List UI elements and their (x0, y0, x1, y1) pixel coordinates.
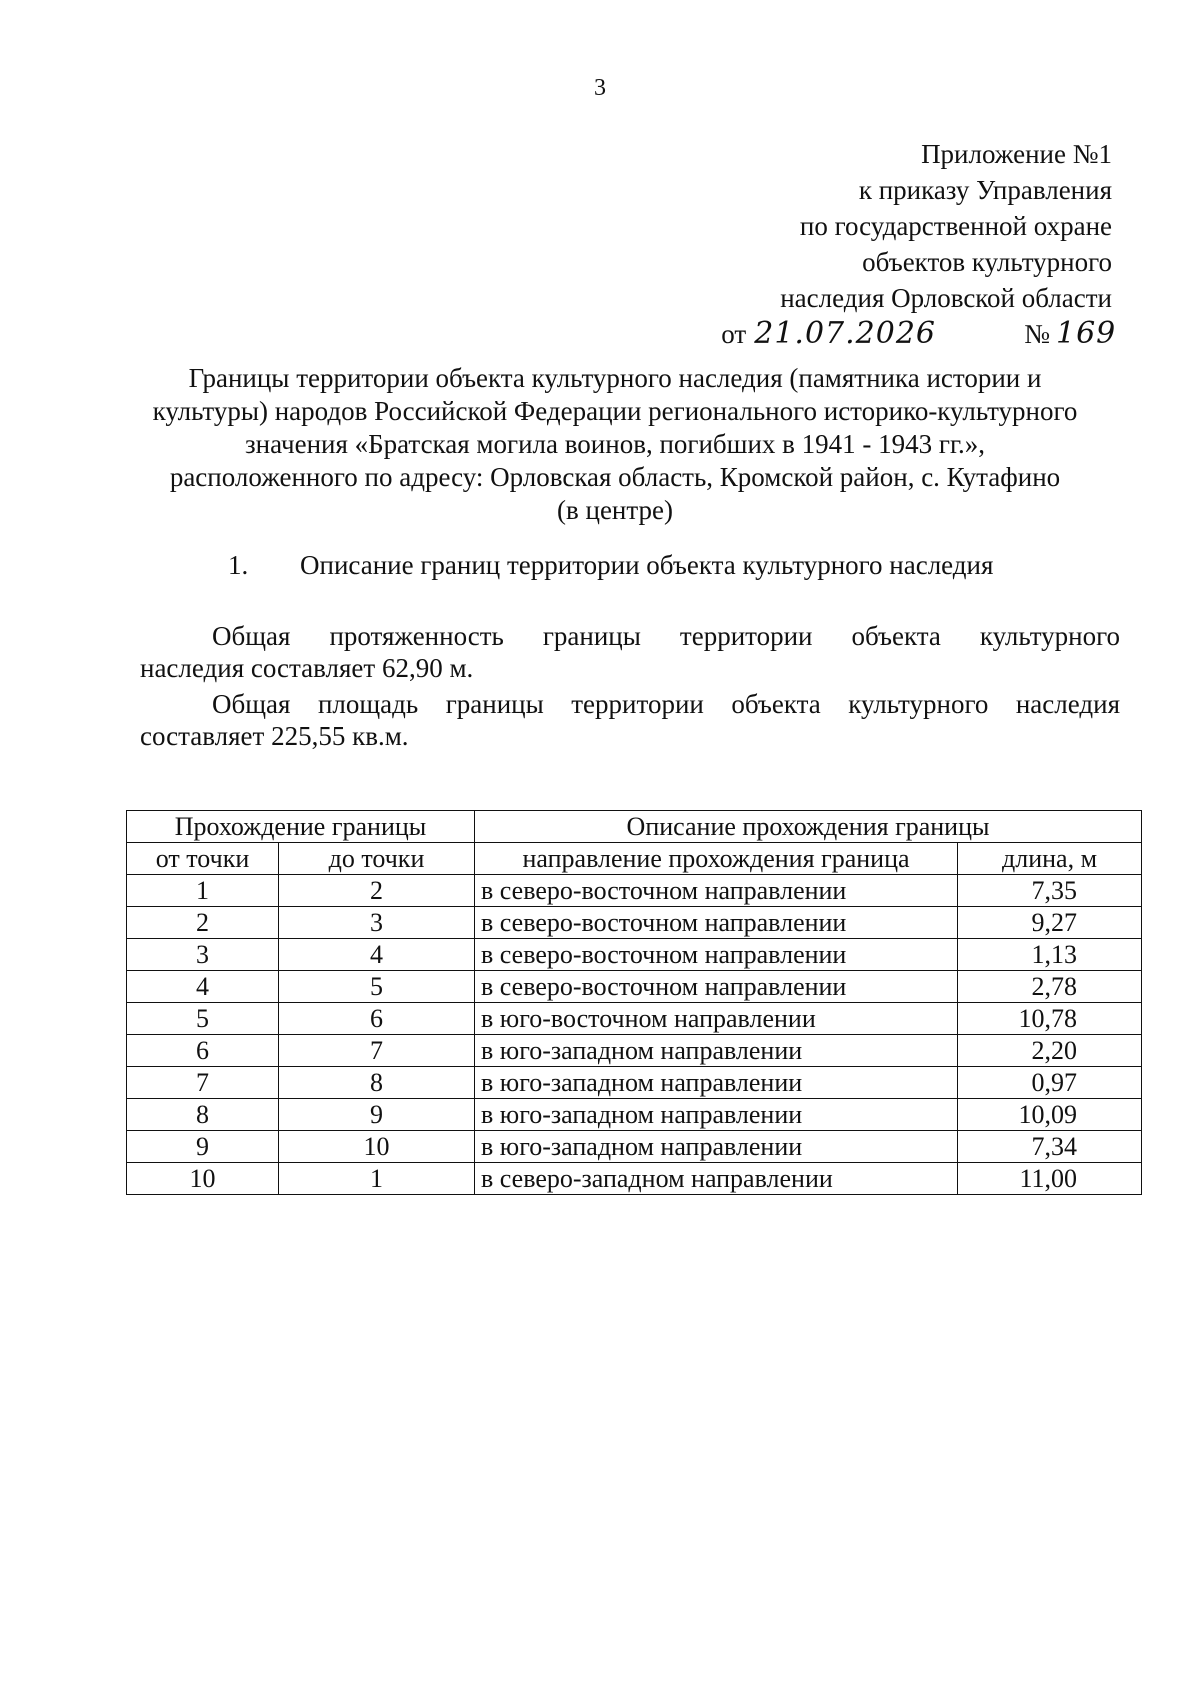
document-title (110, 362, 1120, 527)
direction-cell: в юго-западном направлении (475, 1067, 958, 1099)
table-row (127, 1035, 1142, 1067)
annex-title: Приложение №1 (921, 139, 1112, 169)
to-point-cell: 6 (279, 1003, 475, 1035)
handwritten-order-date: 21.07.2026 (754, 316, 937, 351)
length-cell: 11,00 (958, 1163, 1142, 1195)
table-group-header-description: Описание прохождения границы (475, 811, 1142, 843)
from-point-cell: 5 (127, 1003, 279, 1035)
page-number: 3 (594, 75, 606, 101)
column-header-from-point: от точки (127, 843, 279, 875)
to-point-cell: 1 (279, 1163, 475, 1195)
to-point-cell: 7 (279, 1035, 475, 1067)
to-point-cell: 9 (279, 1099, 475, 1131)
to-point-cell: 8 (279, 1067, 475, 1099)
paragraph-area-line-2: составляет 225,55 кв.м. (140, 721, 409, 751)
annex-line-2: к приказу Управления (858, 175, 1112, 205)
to-point-cell: 4 (279, 939, 475, 971)
direction-cell: в северо-восточном направлении (475, 875, 958, 907)
title-line-3: значения «Братская могила воинов, погибших в 1941 - 1943 гг.», (245, 429, 985, 459)
from-point-cell: 7 (127, 1067, 279, 1099)
length-cell: 7,35 (958, 875, 1142, 907)
from-point-cell: 10 (127, 1163, 279, 1195)
table-row (127, 1003, 1142, 1035)
direction-cell: в северо-восточном направлении (475, 907, 958, 939)
direction-cell: в юго-западном направлении (475, 1035, 958, 1067)
table-group-header-passage: Прохождение границы (127, 811, 475, 843)
length-cell: 2,78 (958, 971, 1142, 1003)
from-point-cell: 4 (127, 971, 279, 1003)
table-group-header-row (127, 811, 1142, 843)
from-point-cell: 2 (127, 907, 279, 939)
paragraph-length-line-1: Общая протяженность границы территории объекта культурного (212, 621, 1120, 651)
title-line-5: (в центре) (557, 495, 673, 525)
paragraph-area (140, 688, 1120, 752)
table-row (127, 907, 1142, 939)
from-point-cell: 8 (127, 1099, 279, 1131)
table-column-header-row (127, 843, 1142, 875)
from-point-cell: 9 (127, 1131, 279, 1163)
length-cell: 7,34 (958, 1131, 1142, 1163)
from-point-cell: 6 (127, 1035, 279, 1067)
table-row (127, 1067, 1142, 1099)
column-header-direction: направление прохождения граница (475, 843, 958, 875)
table-row (127, 939, 1142, 971)
to-point-cell: 5 (279, 971, 475, 1003)
annex-header (721, 136, 1117, 352)
direction-cell: в юго-западном направлении (475, 1099, 958, 1131)
length-cell: 10,09 (958, 1099, 1142, 1131)
direction-cell: в юго-восточном направлении (475, 1003, 958, 1035)
paragraph-length-line-2: наследия составляет 62,90 м. (140, 653, 474, 683)
to-point-cell: 3 (279, 907, 475, 939)
annex-line-5: наследия Орловской области (780, 283, 1112, 313)
length-cell: 0,97 (958, 1067, 1142, 1099)
length-cell: 10,78 (958, 1003, 1142, 1035)
table-row (127, 971, 1142, 1003)
boundary-table (126, 810, 1142, 1195)
direction-cell: в северо-восточном направлении (475, 971, 958, 1003)
to-point-cell: 2 (279, 875, 475, 907)
title-line-1: Границы территории объекта культурного наследия (памятника истории и (188, 363, 1042, 393)
date-prefix: от (721, 319, 747, 349)
section-title: Описание границ территории объекта культурного наследия (300, 550, 994, 580)
title-line-2: культуры) народов Российской Федерации регионального историко-культурного (152, 396, 1078, 426)
direction-cell: в юго-западном направлении (475, 1131, 958, 1163)
direction-cell: в северо-восточном направлении (475, 939, 958, 971)
section-number: 1. (228, 550, 249, 580)
table-row (127, 1131, 1142, 1163)
paragraph-area-line-1: Общая площадь границы территории объекта культурного наследия (212, 689, 1120, 719)
to-point-cell: 10 (279, 1131, 475, 1163)
from-point-cell: 3 (127, 939, 279, 971)
title-line-4: расположенного по адресу: Орловская область, Кромской район, с. Кутафино (169, 462, 1061, 492)
number-prefix: № (1024, 319, 1050, 349)
length-cell: 1,13 (958, 939, 1142, 971)
table-row (127, 1099, 1142, 1131)
table-row (127, 1163, 1142, 1195)
length-cell: 9,27 (958, 907, 1142, 939)
column-header-to-point: до точки (279, 843, 475, 875)
order-date-number-line (721, 316, 1117, 352)
length-cell: 2,20 (958, 1035, 1142, 1067)
from-point-cell: 1 (127, 875, 279, 907)
paragraph-length (140, 620, 1120, 684)
annex-line-4: объектов культурного (862, 247, 1112, 277)
handwritten-order-number: 169 (1056, 316, 1117, 351)
annex-line-3: по государственной охране (799, 211, 1112, 241)
table-row (127, 875, 1142, 907)
direction-cell: в северо-западном направлении (475, 1163, 958, 1195)
column-header-length: длина, м (958, 843, 1142, 875)
